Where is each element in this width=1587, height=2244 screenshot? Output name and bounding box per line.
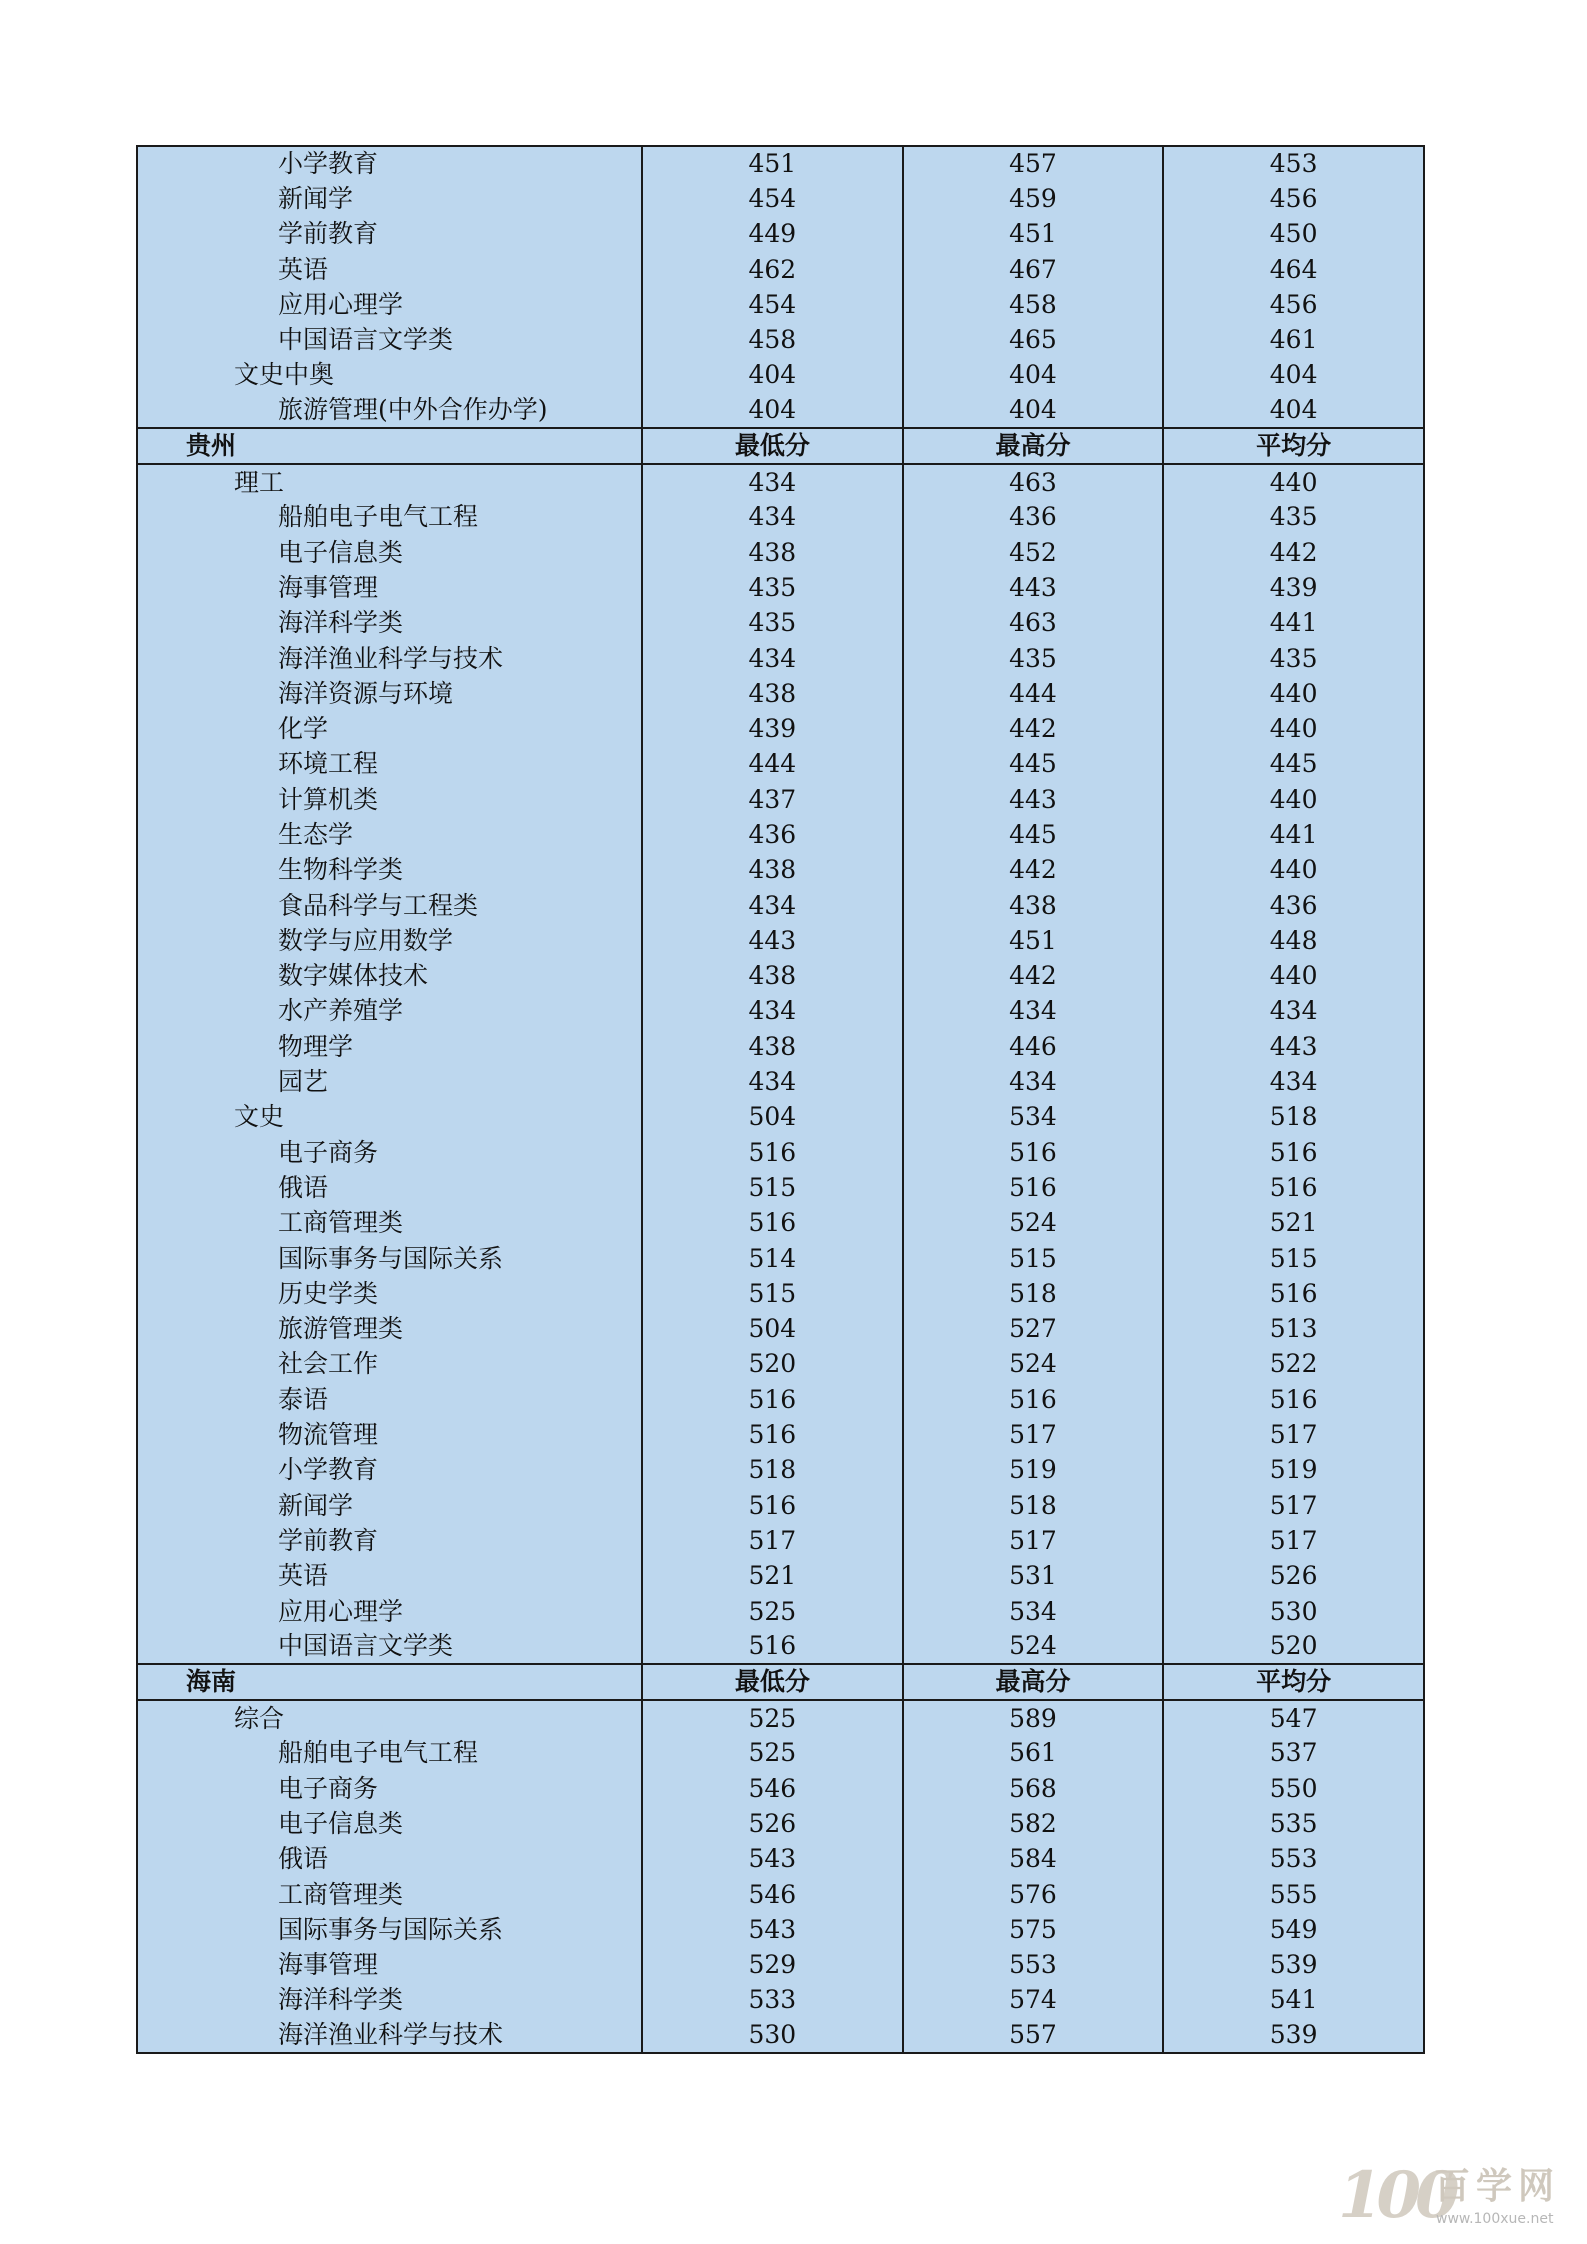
avg-score-cell: 456 [1163, 287, 1424, 322]
avg-score-cell: 516 [1163, 1276, 1424, 1311]
avg-score-cell: 434 [1163, 994, 1424, 1029]
max-score-cell: 534 [903, 1594, 1164, 1629]
max-score-cell: 576 [903, 1877, 1164, 1912]
table-row [137, 570, 1424, 605]
avg-score-cell: 521 [1163, 1206, 1424, 1241]
avg-score-cell: 464 [1163, 252, 1424, 287]
min-score-cell: 438 [642, 676, 903, 711]
avg-score-cell: 553 [1163, 1842, 1424, 1877]
table-row [137, 711, 1424, 746]
row-name-cell: 小学教育 [137, 146, 642, 181]
max-score-cell: 443 [903, 570, 1164, 605]
avg-score-cell: 517 [1163, 1417, 1424, 1452]
row-name-cell: 旅游管理(中外合作办学) [137, 393, 642, 428]
row-name-cell: 电子商务 [137, 1135, 642, 1170]
max-score-cell: 404 [903, 358, 1164, 393]
avg-score-cell: 549 [1163, 1912, 1424, 1947]
avg-score-cell: 440 [1163, 711, 1424, 746]
avg-score-cell: 555 [1163, 1877, 1424, 1912]
max-score-cell: 445 [903, 817, 1164, 852]
min-score-cell: 546 [642, 1771, 903, 1806]
max-score-cell: 516 [903, 1382, 1164, 1417]
table-row [137, 1771, 1424, 1806]
table-row [137, 641, 1424, 676]
max-score-cell: 452 [903, 535, 1164, 570]
min-score-cell: 458 [642, 322, 903, 357]
watermark-title: 百学网 [1434, 2165, 1561, 2207]
row-name-cell: 国际事务与国际关系 [137, 1241, 642, 1276]
table-row [137, 888, 1424, 923]
row-name-cell: 理工 [137, 464, 642, 499]
min-score-cell: 436 [642, 817, 903, 852]
row-name-cell: 国际事务与国际关系 [137, 1912, 642, 1947]
max-score-cell: 438 [903, 888, 1164, 923]
max-score-cell: 584 [903, 1842, 1164, 1877]
max-score-cell: 404 [903, 393, 1164, 428]
table-row [137, 1523, 1424, 1558]
avg-score-cell: 550 [1163, 1771, 1424, 1806]
avg-score-cell: 440 [1163, 464, 1424, 499]
max-score-cell: 457 [903, 146, 1164, 181]
avg-score-cell: 435 [1163, 500, 1424, 535]
min-score-cell: 530 [642, 2018, 903, 2053]
row-name-cell: 学前教育 [137, 217, 642, 252]
row-name-cell: 化学 [137, 711, 642, 746]
table-row [137, 1948, 1424, 1983]
avg-score-cell: 441 [1163, 817, 1424, 852]
table-row [137, 1453, 1424, 1488]
avg-score-cell: 434 [1163, 1064, 1424, 1099]
avg-score-cell: 404 [1163, 358, 1424, 393]
min-score-cell: 520 [642, 1347, 903, 1382]
min-score-cell: 449 [642, 217, 903, 252]
row-name-cell: 电子商务 [137, 1771, 642, 1806]
category-row [137, 1100, 1424, 1135]
table-row [137, 1312, 1424, 1347]
column-header-min: 最低分 [642, 1664, 903, 1700]
min-score-cell: 543 [642, 1912, 903, 1947]
table-row [137, 1029, 1424, 1064]
table-row [137, 959, 1424, 994]
table-row [137, 1276, 1424, 1311]
min-score-cell: 438 [642, 1029, 903, 1064]
table-row [137, 500, 1424, 535]
avg-score-cell: 516 [1163, 1135, 1424, 1170]
min-score-cell: 529 [642, 1948, 903, 1983]
max-score-cell: 534 [903, 1100, 1164, 1135]
max-score-cell: 557 [903, 2018, 1164, 2053]
row-name-cell: 中国语言文学类 [137, 322, 642, 357]
row-name-cell: 海洋科学类 [137, 606, 642, 641]
avg-score-cell: 516 [1163, 1170, 1424, 1205]
min-score-cell: 438 [642, 959, 903, 994]
avg-score-cell: 440 [1163, 676, 1424, 711]
avg-score-cell: 450 [1163, 217, 1424, 252]
table-row [137, 1842, 1424, 1877]
row-name-cell: 水产养殖学 [137, 994, 642, 1029]
min-score-cell: 533 [642, 1983, 903, 2018]
min-score-cell: 504 [642, 1100, 903, 1135]
row-name-cell: 生物科学类 [137, 853, 642, 888]
min-score-cell: 516 [642, 1206, 903, 1241]
row-name-cell: 应用心理学 [137, 1594, 642, 1629]
max-score-cell: 553 [903, 1948, 1164, 1983]
avg-score-cell: 440 [1163, 959, 1424, 994]
row-name-cell: 新闻学 [137, 1488, 642, 1523]
row-name-cell: 综合 [137, 1700, 642, 1735]
max-score-cell: 516 [903, 1135, 1164, 1170]
max-score-cell: 434 [903, 994, 1164, 1029]
table-row [137, 217, 1424, 252]
min-score-cell: 443 [642, 923, 903, 958]
max-score-cell: 434 [903, 1064, 1164, 1099]
max-score-cell: 517 [903, 1417, 1164, 1452]
max-score-cell: 574 [903, 1983, 1164, 2018]
max-score-cell: 443 [903, 782, 1164, 817]
avg-score-cell: 535 [1163, 1806, 1424, 1841]
row-name-cell: 船舶电子电气工程 [137, 500, 642, 535]
watermark-url: www.100xue.net [1436, 2211, 1554, 2227]
min-score-cell: 515 [642, 1276, 903, 1311]
min-score-cell: 516 [642, 1417, 903, 1452]
avg-score-cell: 539 [1163, 2018, 1424, 2053]
min-score-cell: 451 [642, 146, 903, 181]
row-name-cell: 船舶电子电气工程 [137, 1736, 642, 1771]
table-row [137, 1170, 1424, 1205]
max-score-cell: 515 [903, 1241, 1164, 1276]
row-name-cell: 新闻学 [137, 181, 642, 216]
max-score-cell: 463 [903, 464, 1164, 499]
avg-score-cell: 522 [1163, 1347, 1424, 1382]
min-score-cell: 454 [642, 287, 903, 322]
min-score-cell: 439 [642, 711, 903, 746]
min-score-cell: 444 [642, 747, 903, 782]
min-score-cell: 516 [642, 1629, 903, 1664]
row-name-cell: 英语 [137, 252, 642, 287]
table-row [137, 1983, 1424, 2018]
min-score-cell: 437 [642, 782, 903, 817]
table-row [137, 1559, 1424, 1594]
row-name-cell: 电子信息类 [137, 1806, 642, 1841]
row-name-cell: 历史学类 [137, 1276, 642, 1311]
avg-score-cell: 436 [1163, 888, 1424, 923]
max-score-cell: 465 [903, 322, 1164, 357]
avg-score-cell: 518 [1163, 1100, 1424, 1135]
min-score-cell: 521 [642, 1559, 903, 1594]
min-score-cell: 516 [642, 1135, 903, 1170]
table-row [137, 1806, 1424, 1841]
row-name-cell: 社会工作 [137, 1347, 642, 1382]
max-score-cell: 446 [903, 1029, 1164, 1064]
avg-score-cell: 448 [1163, 923, 1424, 958]
max-score-cell: 458 [903, 287, 1164, 322]
row-name-cell: 海洋渔业科学与技术 [137, 2018, 642, 2053]
province-header-row [137, 428, 1424, 464]
row-name-cell: 应用心理学 [137, 287, 642, 322]
min-score-cell: 525 [642, 1594, 903, 1629]
avg-score-cell: 515 [1163, 1241, 1424, 1276]
min-score-cell: 404 [642, 393, 903, 428]
min-score-cell: 404 [642, 358, 903, 393]
row-name-cell: 园艺 [137, 1064, 642, 1099]
max-score-cell: 451 [903, 923, 1164, 958]
row-name-cell: 海事管理 [137, 570, 642, 605]
avg-score-cell: 456 [1163, 181, 1424, 216]
avg-score-cell: 461 [1163, 322, 1424, 357]
min-score-cell: 434 [642, 1064, 903, 1099]
min-score-cell: 434 [642, 464, 903, 499]
avg-score-cell: 404 [1163, 393, 1424, 428]
avg-score-cell: 442 [1163, 535, 1424, 570]
max-score-cell: 435 [903, 641, 1164, 676]
min-score-cell: 434 [642, 888, 903, 923]
table-row [137, 1135, 1424, 1170]
avg-score-cell: 439 [1163, 570, 1424, 605]
admission-score-table [136, 145, 1425, 2054]
min-score-cell: 454 [642, 181, 903, 216]
max-score-cell: 582 [903, 1806, 1164, 1841]
table-row [137, 287, 1424, 322]
table-row [137, 676, 1424, 711]
min-score-cell: 518 [642, 1453, 903, 1488]
max-score-cell: 524 [903, 1206, 1164, 1241]
max-score-cell: 531 [903, 1559, 1164, 1594]
max-score-cell: 575 [903, 1912, 1164, 1947]
table-row [137, 747, 1424, 782]
min-score-cell: 515 [642, 1170, 903, 1205]
table-row [137, 1064, 1424, 1099]
row-name-cell: 学前教育 [137, 1523, 642, 1558]
avg-score-cell: 547 [1163, 1700, 1424, 1735]
avg-score-cell: 517 [1163, 1523, 1424, 1558]
avg-score-cell: 530 [1163, 1594, 1424, 1629]
avg-score-cell: 517 [1163, 1488, 1424, 1523]
min-score-cell: 438 [642, 853, 903, 888]
score-table-body [137, 146, 1424, 2053]
table-row [137, 1488, 1424, 1523]
avg-score-cell: 445 [1163, 747, 1424, 782]
row-name-cell: 文史中奥 [137, 358, 642, 393]
avg-score-cell: 513 [1163, 1312, 1424, 1347]
max-score-cell: 442 [903, 711, 1164, 746]
avg-score-cell: 520 [1163, 1629, 1424, 1664]
min-score-cell: 438 [642, 535, 903, 570]
max-score-cell: 436 [903, 500, 1164, 535]
min-score-cell: 462 [642, 252, 903, 287]
table-row [137, 1417, 1424, 1452]
avg-score-cell: 526 [1163, 1559, 1424, 1594]
province-name: 贵州 [137, 428, 642, 464]
min-score-cell: 435 [642, 606, 903, 641]
min-score-cell: 525 [642, 1736, 903, 1771]
avg-score-cell: 435 [1163, 641, 1424, 676]
table-row [137, 1347, 1424, 1382]
column-header-max: 最高分 [903, 1664, 1164, 1700]
max-score-cell: 459 [903, 181, 1164, 216]
avg-score-cell: 516 [1163, 1382, 1424, 1417]
table-row [137, 923, 1424, 958]
table-row [137, 322, 1424, 357]
max-score-cell: 442 [903, 853, 1164, 888]
table-row [137, 994, 1424, 1029]
max-score-cell: 519 [903, 1453, 1164, 1488]
avg-score-cell: 440 [1163, 782, 1424, 817]
min-score-cell: 546 [642, 1877, 903, 1912]
column-header-min: 最低分 [642, 428, 903, 464]
avg-score-cell: 441 [1163, 606, 1424, 641]
column-header-avg: 平均分 [1163, 428, 1424, 464]
table-row [137, 535, 1424, 570]
max-score-cell: 467 [903, 252, 1164, 287]
avg-score-cell: 539 [1163, 1948, 1424, 1983]
table-row [137, 606, 1424, 641]
row-name-cell: 海洋资源与环境 [137, 676, 642, 711]
category-row [137, 464, 1424, 499]
row-name-cell: 泰语 [137, 1382, 642, 1417]
min-score-cell: 543 [642, 1842, 903, 1877]
min-score-cell: 517 [642, 1523, 903, 1558]
row-name-cell: 物理学 [137, 1029, 642, 1064]
row-name-cell: 工商管理类 [137, 1877, 642, 1912]
max-score-cell: 518 [903, 1488, 1164, 1523]
row-name-cell: 英语 [137, 1559, 642, 1594]
row-name-cell: 海洋渔业科学与技术 [137, 641, 642, 676]
table-row [137, 853, 1424, 888]
column-header-max: 最高分 [903, 428, 1164, 464]
row-name-cell: 食品科学与工程类 [137, 888, 642, 923]
max-score-cell: 444 [903, 676, 1164, 711]
row-name-cell: 电子信息类 [137, 535, 642, 570]
min-score-cell: 516 [642, 1488, 903, 1523]
table-row [137, 817, 1424, 852]
min-score-cell: 526 [642, 1806, 903, 1841]
row-name-cell: 旅游管理类 [137, 1312, 642, 1347]
max-score-cell: 463 [903, 606, 1164, 641]
table-row [137, 2018, 1424, 2053]
row-name-cell: 文史 [137, 1100, 642, 1135]
table-row [137, 1736, 1424, 1771]
max-score-cell: 451 [903, 217, 1164, 252]
table-row [137, 252, 1424, 287]
row-name-cell: 数字媒体技术 [137, 959, 642, 994]
max-score-cell: 517 [903, 1523, 1164, 1558]
min-score-cell: 435 [642, 570, 903, 605]
max-score-cell: 516 [903, 1170, 1164, 1205]
row-name-cell: 海事管理 [137, 1948, 642, 1983]
min-score-cell: 434 [642, 641, 903, 676]
table-row [137, 1594, 1424, 1629]
row-name-cell: 工商管理类 [137, 1206, 642, 1241]
province-name: 海南 [137, 1664, 642, 1700]
table-row [137, 1206, 1424, 1241]
avg-score-cell: 519 [1163, 1453, 1424, 1488]
min-score-cell: 516 [642, 1382, 903, 1417]
table-row [137, 393, 1424, 428]
table-row [137, 1912, 1424, 1947]
row-name-cell: 海洋科学类 [137, 1983, 642, 2018]
max-score-cell: 561 [903, 1736, 1164, 1771]
table-row [137, 1629, 1424, 1664]
max-score-cell: 524 [903, 1347, 1164, 1382]
max-score-cell: 589 [903, 1700, 1164, 1735]
avg-score-cell: 537 [1163, 1736, 1424, 1771]
max-score-cell: 445 [903, 747, 1164, 782]
column-header-avg: 平均分 [1163, 1664, 1424, 1700]
watermark-logo-icon: 100 [1338, 2158, 1454, 2233]
row-name-cell: 俄语 [137, 1170, 642, 1205]
avg-score-cell: 541 [1163, 1983, 1424, 2018]
avg-score-cell: 453 [1163, 146, 1424, 181]
avg-score-cell: 443 [1163, 1029, 1424, 1064]
watermark [1338, 2160, 1578, 2236]
max-score-cell: 442 [903, 959, 1164, 994]
province-header-row [137, 1664, 1424, 1700]
row-name-cell: 计算机类 [137, 782, 642, 817]
row-name-cell: 环境工程 [137, 747, 642, 782]
table-row [137, 782, 1424, 817]
row-name-cell: 小学教育 [137, 1453, 642, 1488]
row-name-cell: 生态学 [137, 817, 642, 852]
min-score-cell: 525 [642, 1700, 903, 1735]
min-score-cell: 434 [642, 500, 903, 535]
category-row [137, 358, 1424, 393]
avg-score-cell: 440 [1163, 853, 1424, 888]
max-score-cell: 524 [903, 1629, 1164, 1664]
table-row [137, 1877, 1424, 1912]
min-score-cell: 514 [642, 1241, 903, 1276]
table-row [137, 1241, 1424, 1276]
min-score-cell: 504 [642, 1312, 903, 1347]
table-row [137, 181, 1424, 216]
category-row [137, 1700, 1424, 1735]
max-score-cell: 527 [903, 1312, 1164, 1347]
row-name-cell: 俄语 [137, 1842, 642, 1877]
row-name-cell: 中国语言文学类 [137, 1629, 642, 1664]
max-score-cell: 518 [903, 1276, 1164, 1311]
min-score-cell: 434 [642, 994, 903, 1029]
max-score-cell: 568 [903, 1771, 1164, 1806]
row-name-cell: 数学与应用数学 [137, 923, 642, 958]
row-name-cell: 物流管理 [137, 1417, 642, 1452]
table-row [137, 1382, 1424, 1417]
table-row [137, 146, 1424, 181]
